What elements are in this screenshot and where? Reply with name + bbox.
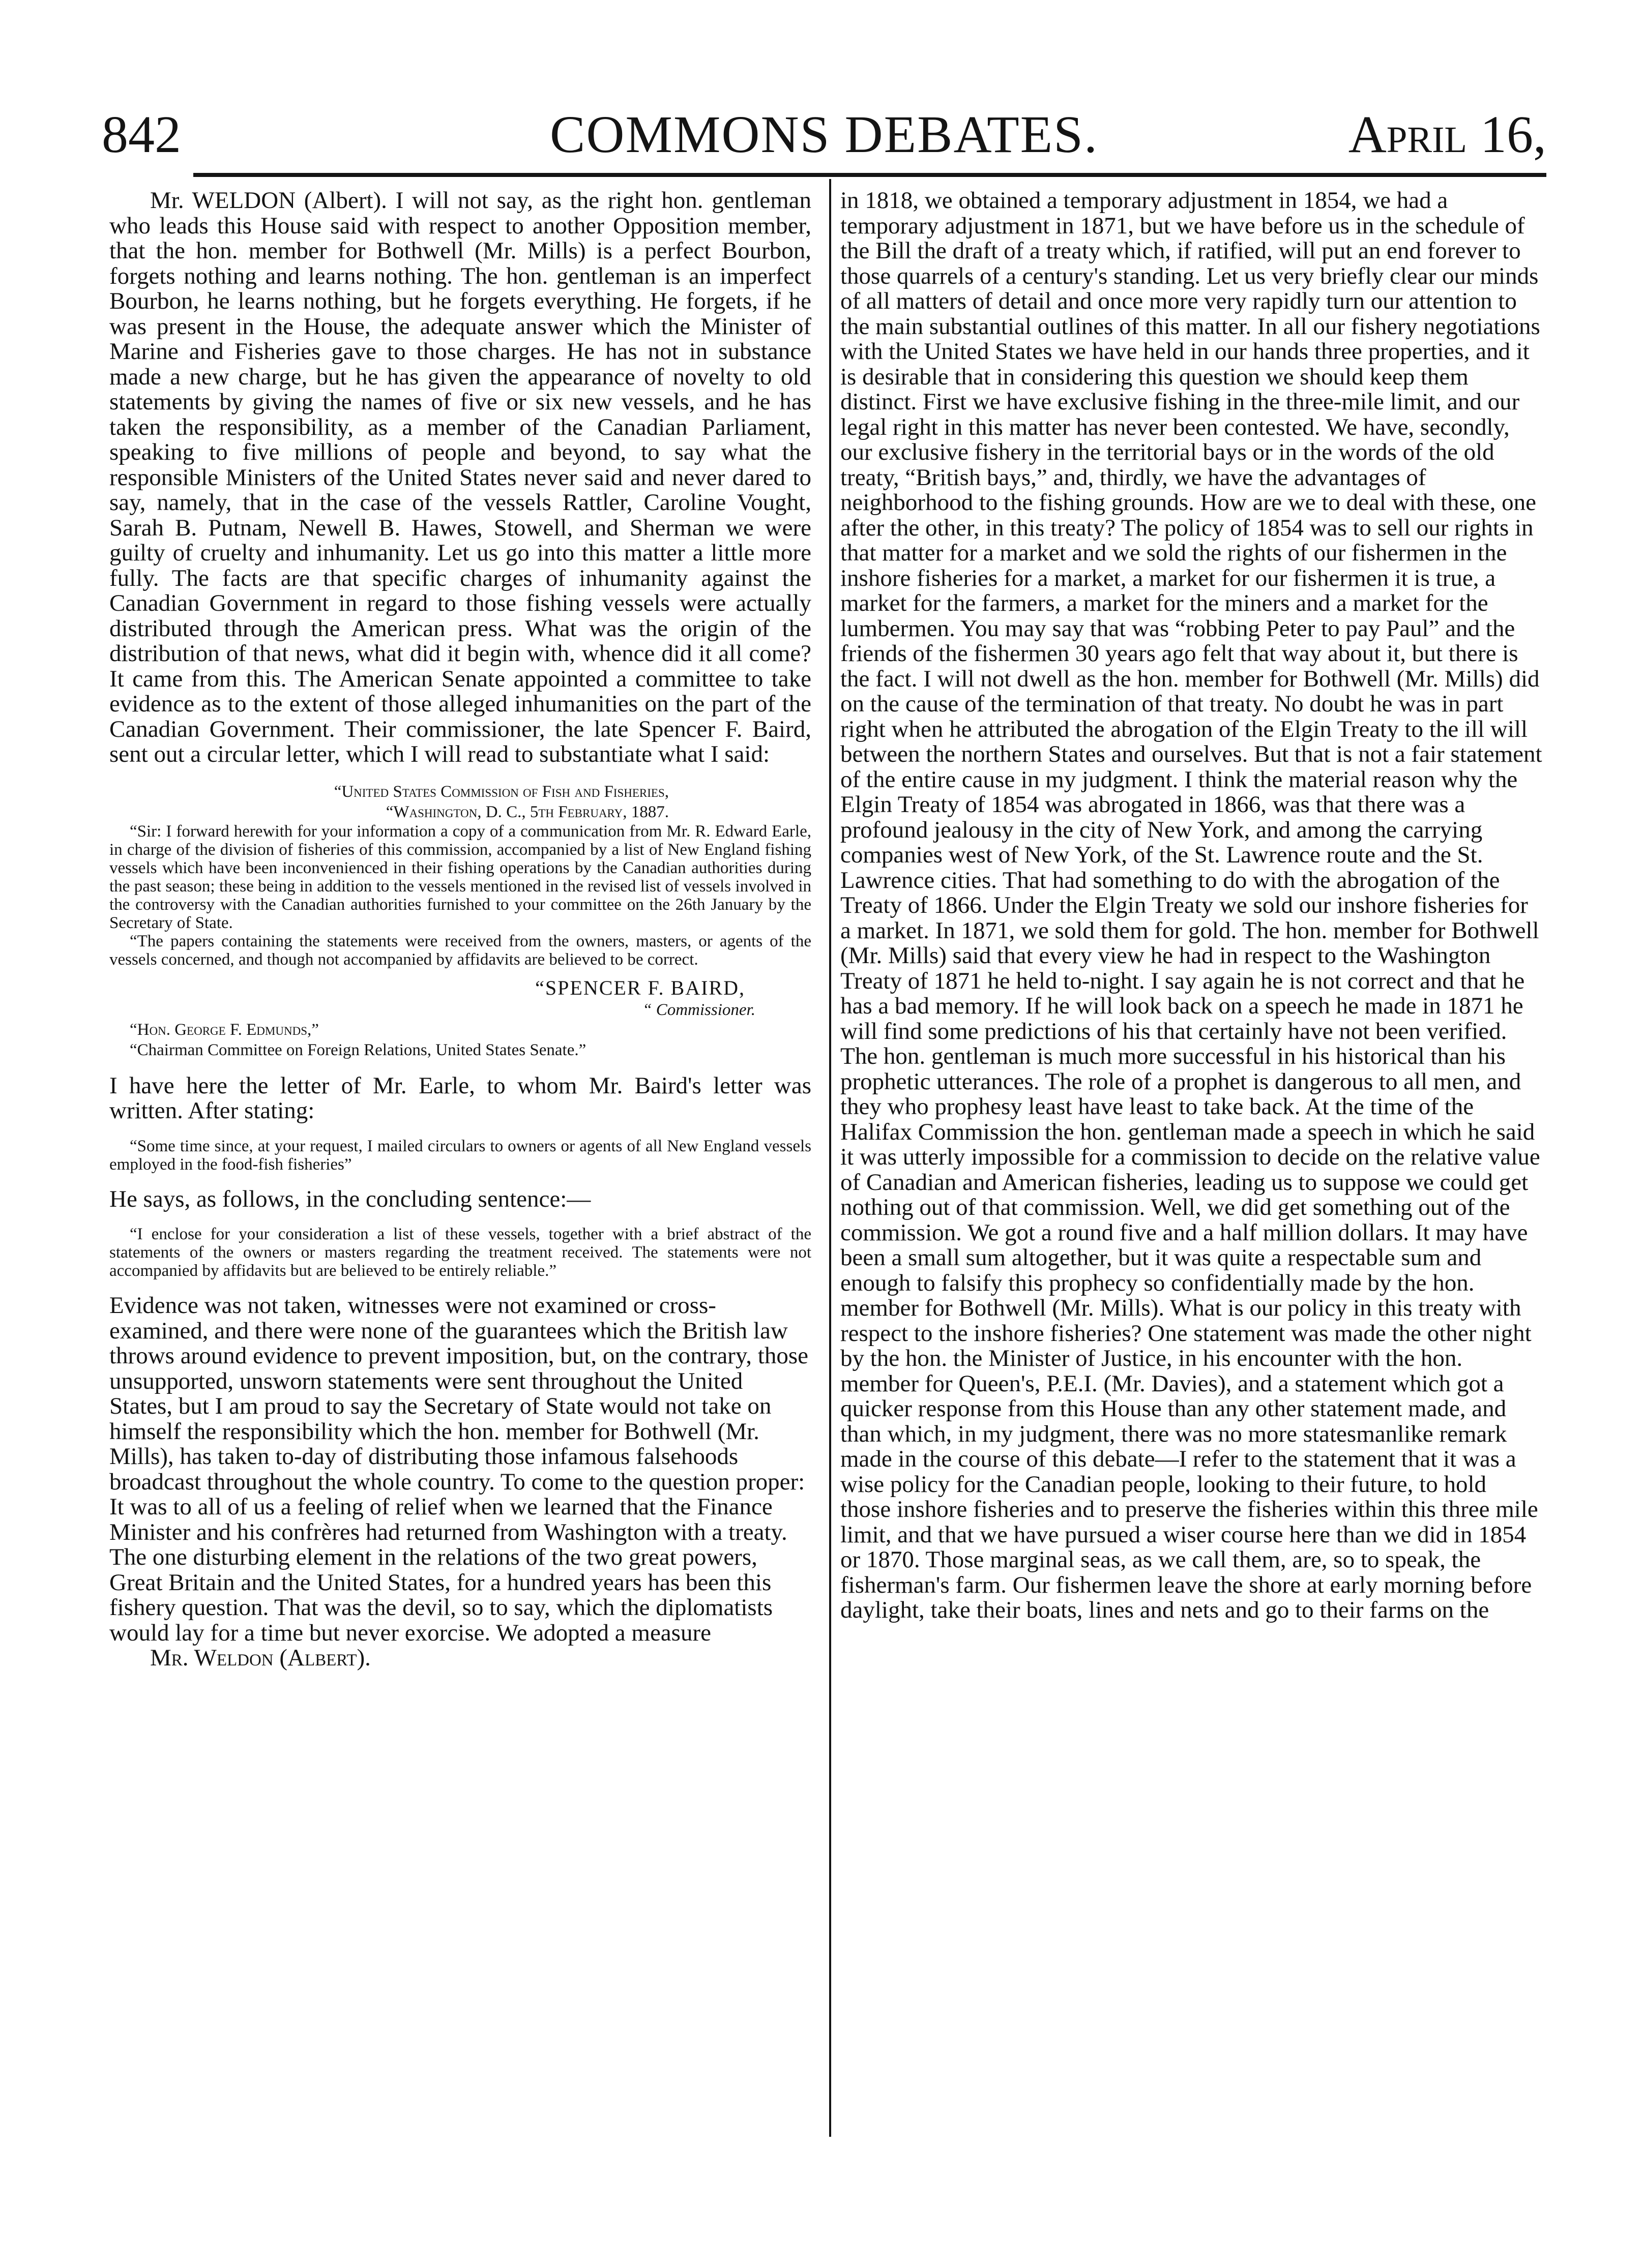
- speech-paragraph: in 1818, we obtained a temporary adjustment in 1854, we had a temporary adjustment in 1871, but we have before us in the schedule of the Bill the draft of a treaty which, if ratified, will put an end forever to those quarrels of a century's standing. Let us very briefly clear our minds of all matters of detail and once more very rapidly turn our attention to the main substantial outlines of this matter. In all our fishery negotiations with the United States we have held in our hands three properties, and it is desirable that in considering this question we should keep them distinct. First we have exclusive fishing in the three-mile limit, and our legal right in this matter has never been contested. We have, secondly, our exclusive fishery in the territorial bays or in the words of the old treaty, “British bays,” and, thirdly, we have the advantages of neighborhood to the fishing grounds. How are we to deal with these, one after the other, in this treaty? The policy of 1854 was to sell our rights in that matter for a market and we sold the rights of our fishermen in the inshore fisheries for a market, a market for our fishermen it is true, a market for the farmers, a market for the miners and a market for the lumbermen. You may say that was “robbing Peter to pay Paul” and the friends of the fishermen 30 years ago felt that way about it, but there is the fact. I will not dwell as the hon. member for Bothwell (Mr. Mills) did on the cause of the termination of that treaty. No doubt he was in part right when he attributed the abrogation of the Elgin Treaty to the ill will between the northern States and ourselves. But that is not a fair statement of the entire cause in my judgment. I think the material reason why the Elgin Treaty of 1854 was abrogated in 1866, was that there was a profound jealousy in the city of New York, and among the carrying companies west of New York, of the St. Lawrence route and the St. Lawrence cities. That had something to do with the abrogation of the Treaty of 1866. Under the Elgin Treaty we sold our inshore fisheries for a market. In 1871, we sold them for gold. The hon. member for Bothwell (Mr. Mills) said that every view he had in respect to the Washington Treaty of 1871 he held to-night. I say again he is not correct and that he has a bad memory. If he will look back on a speech he made in 1871 he will find some predictions of his that certainly have not been verified. The hon. gentleman is much more successful in his historical than his prophetic utterances. The role of a prophet is dangerous to all men, and they who prophesy least have least to take back. At the time of the Halifax Commission the hon. gentleman made a speech in which he said it was utterly impossible for a commission to decide on the relative value of Canadian and American fisheries, leading us to suppose we could get nothing out of that commission. Well, we did get something out of the commission. We got a round five and a half million dollars. It may have been a small sum altogether, but it was quite a respectable sum and enough to falsify this prophecy so confidentially made by the hon. member for Bothwell (Mr. Mills). What is our policy in this treaty with respect to the inshore fisheries? One statement was made the other night by the hon. the Minister of Justice, in his encounter with the hon. member for Queen's, P.E.I. (Mr. Davies), and a statement which got a quicker response from this House than any other statement made, and than which, in my judgment, there was no more statesmanlike remark made in the course of this debate—I refer to the statement that it was a wise policy for the Canadian people, looking to their future, to hold those inshore fisheries and to preserve the fisheries within this three mile limit, and that we have pursued a wiser course here than we did in 1854 or 1870. Those marginal seas, as we call them, are, so to speak, the fisherman's farm. Our fishermen leave the shore at early morning before daylight, take their boats, lines and nets and go to their farms on the: [840, 187, 1542, 1623]
- column-divider: [829, 179, 831, 2137]
- speech-paragraph: Mr. WELDON (Albert). I will not say, as the right hon. gentleman who leads this House said with respect to another Opposition member, that the hon. member for Bothwell (Mr. Mills) is a perfect Bourbon, forgets nothing and learns nothing. The hon. gentleman is an imperfect Bourbon, he learns nothing, but he forgets everything. He forgets, if he was present in the House, the adequate answer which the Minister of Marine and Fisheries gave to those charges. He has not in substance made a new charge, but he has given the appearance of novelty to old statements by giving the names of five or six new vessels, and he has taken the responsibility, as a member of the Canadian Parliament, speaking to five millions of people and beyond, to say what the responsible Ministers of the United States never said and never dared to say, namely, that in the case of the vessels Rattler, Caroline Vought, Sarah B. Putnam, Newell B. Hawes, Stowell, and Sherman we were guilty of cruelty and inhumanity. Let us go into this matter a little more fully. The facts are that specific charges of inhumanity against the Canadian Government in regard to those fishing vessels were actually distributed through the American press. What was the origin of the distribution of that news, what did it begin with, whence did it all come? It came from this. The American Senate appointed a committee to take evidence as to the extent of those alleged inhumanities on the part of the Canadian Government. Their commissioner, the late Spencer F. Baird, sent out a circular letter, which I will read to substantiate what I said:: [109, 187, 811, 767]
- letter-signature-title: “ Commissioner.: [642, 1000, 755, 1019]
- right-column: [840, 188, 1542, 1623]
- letter-signature: “SPENCER F. BAIRD,: [535, 976, 745, 999]
- letter-dateline: “Washington, D. C., 5th February, 1887.: [386, 802, 669, 821]
- block-quote: “I enclose for your consideration a list of these vessels, together with a brief abstract of the statements of the owners or masters regarding the treatment received. The statements were not accompanied by affidavits but are believed to be entirely reliable.”: [109, 1225, 811, 1280]
- letter-addressee-title: “Chairman Committee on Foreign Relations, United States Senate.”: [130, 1040, 586, 1059]
- block-quote: “Some time since, at your request, I mailed circulars to owners or agents of all New England vessels employed in the food-fish fisheries”: [109, 1137, 811, 1174]
- left-column: [109, 188, 811, 1671]
- speech-paragraph: I have here the letter of Mr. Earle, to whom Mr. Baird's letter was written. After stating:: [109, 1072, 811, 1124]
- page-number: 842: [102, 105, 181, 164]
- letter-heading: “United States Commission of Fish and Fisheries,: [334, 782, 669, 801]
- speech-paragraph: Evidence was not taken, witnesses were not examined or cross-examined, and there were none of the guarantees which the British law throws around evidence to prevent imposition, but, on the contrary, those unsupported, unsworn statements were sent throughout the United States, but I am proud to say the Secretary of State would not take on himself the responsibility which the hon. member for Bothwell (Mr. Mills), has taken to-day of distributing those infamous falsehoods broadcast throughout the whole country. To come to the question proper: It was to all of us a feeling of relief when we learned that the Finance Minister and his confrères had returned from Washington with a treaty. The one disturbing element in the relations of the two great powers, Great Britain and the United States, for a hundred years has been this fishery question. That was the devil, so to say, which the diplomatists would lay for a time but never exorcise. We adopted a measure: [109, 1292, 808, 1646]
- header-date: April 16,: [1348, 105, 1546, 164]
- page-header: [102, 102, 1546, 168]
- speaker-signoff: Mr. Weldon (Albert).: [150, 1645, 371, 1671]
- publication-title: COMMONS DEBATES.: [550, 105, 1098, 164]
- letter-paragraph: “The papers containing the statements were received from the owners, masters, or agents of the vessels concerned, and though not accompanied by affidavits are believed to be correct.: [109, 932, 811, 969]
- letter-paragraph: “Sir: I forward herewith for your information a copy of a communication from Mr. R. Edward Earle, in charge of the division of fisheries of this commission, accompanied by a list of New England fishing vessels which have been inconvenienced in their fishing operations by the Canadian authorities during the past season; these being in addition to the vessels mentioned in the revised list of vessels involved in the controversy with the Canadian authorities furnished to your committee on the 26th January by the Secretary of State.: [109, 822, 811, 932]
- header-rule: [193, 173, 1546, 177]
- speech-paragraph: He says, as follows, in the concluding sentence:—: [109, 1185, 591, 1212]
- letter-addressee: “Hon. George F. Edmunds,”: [130, 1020, 319, 1039]
